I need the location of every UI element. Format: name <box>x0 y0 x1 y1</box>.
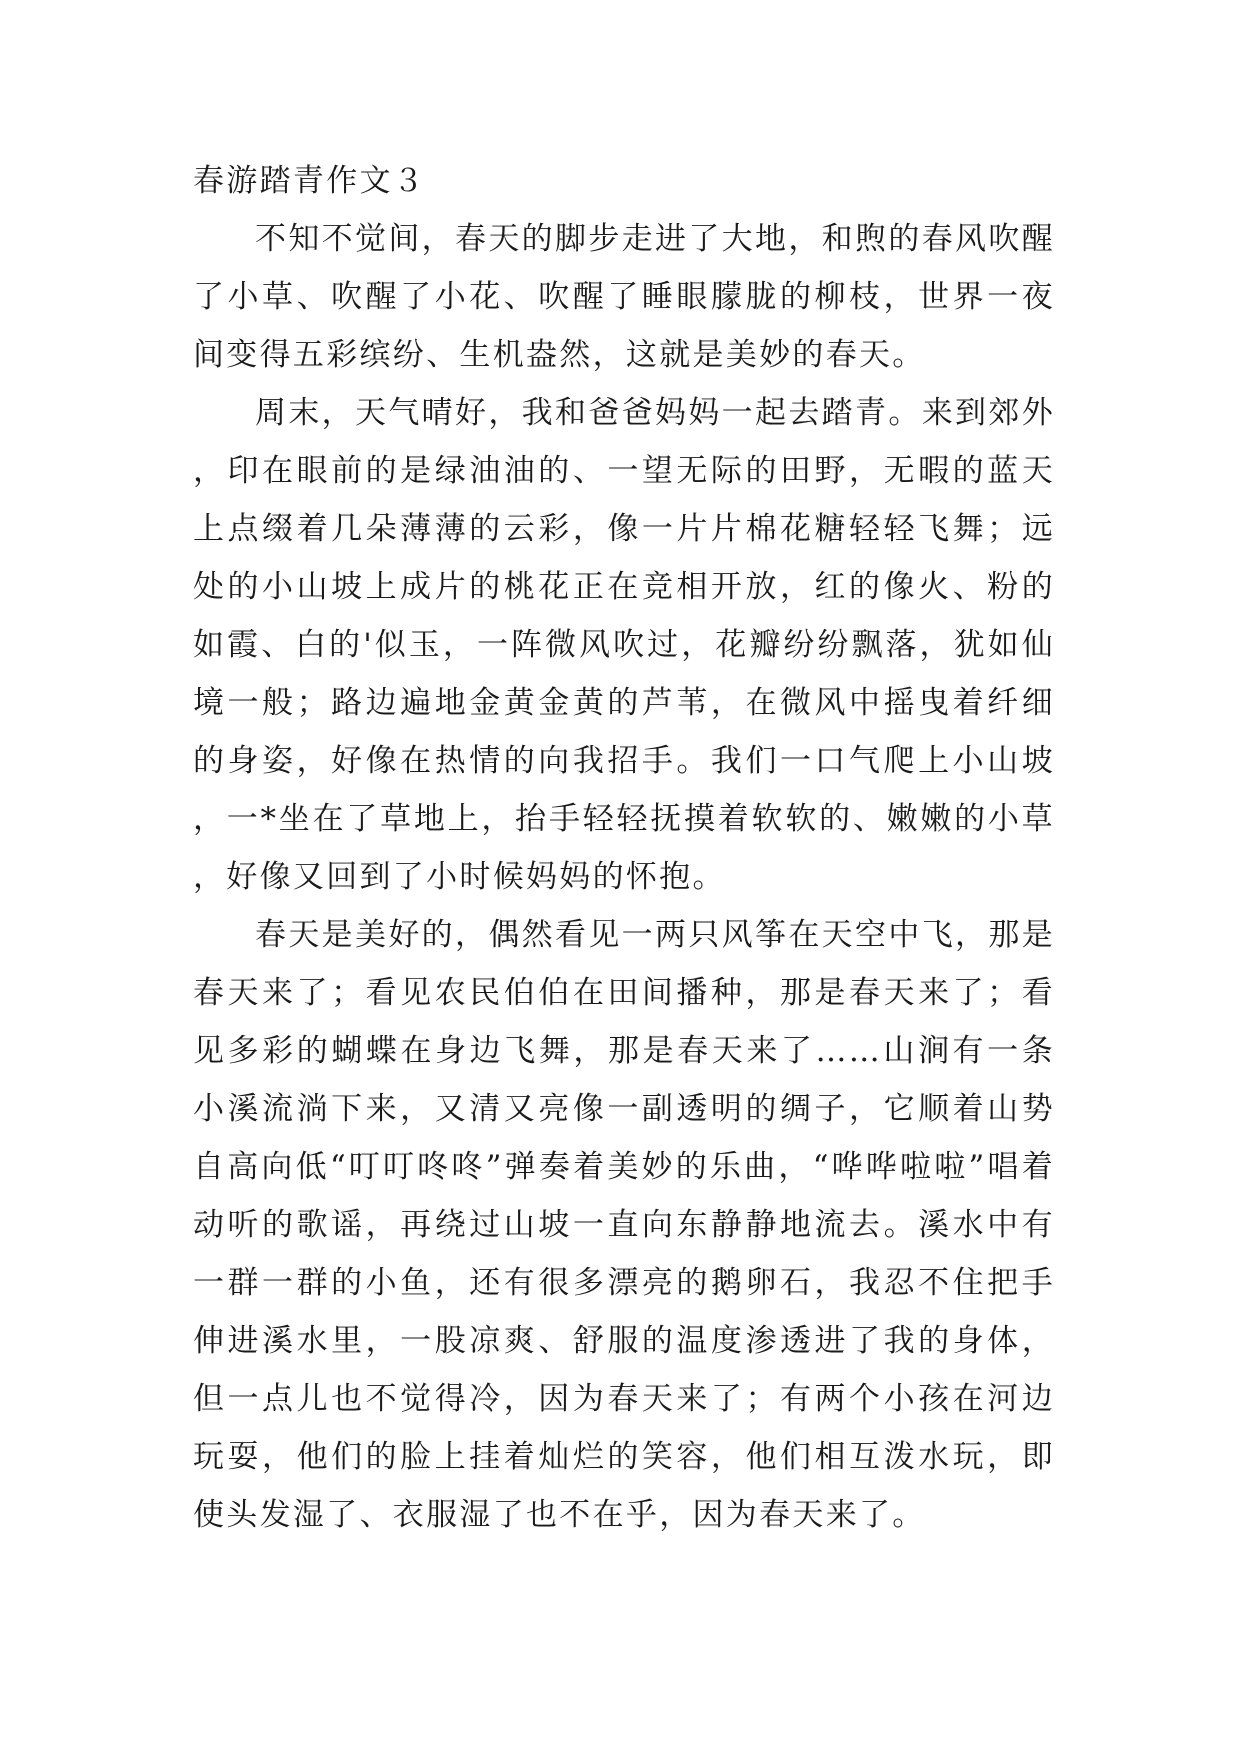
paragraph-3: 春天是美好的，偶然看见一两只风筝在天空中飞，那是春天来了；看见农民伯伯在田间播种，那是春天来了；看见多彩的蝴蝶在身边飞舞，那是春天来了……山涧有一条小溪流淌下来，又清又亮像一副透明的绸子，它顺着山势自高向低“叮叮咚咚”弹奏着美妙的乐曲，“哗哗啦啦”唱着动听的歌谣，再绕过山坡一直向东静静地流去。溪水中有一群一群的小鱼，还有很多漂亮的鹅卵石，我忍不住把手伸进溪水里，一股凉爽、舒服的温度渗透进了我的身体，但一点儿也不觉得冷，因为春天来了；有两个小孩在河边玩耍，他们的脸上挂着灿烂的笑容，他们相互泼水玩，即使头发湿了、衣服湿了也不在乎，因为春天来了。 <box>193 917 1055 1533</box>
document-body <box>193 152 1055 1544</box>
paragraph-2: 周末，天气晴好，我和爸爸妈妈一起去踏青。来到郊外，印在眼前的是绿油油的、一望无际的田野，无暇的蓝天上点缀着几朵薄薄的云彩，像一片片棉花糖轻轻飞舞；远处的小山坡上成片的桃花正在竞相开放，红的像火、粉的如霞、白的'似玉，一阵微风吹过，花瓣纷纷飘落，犹如仙境一般；路边遍地金黄金黄的芦苇，在微风中摇曳着纤细的身姿，好像在热情的向我招手。我们一口气爬上小山坡，一*坐在了草地上，抬手轻轻抚摸着软软的、嫩嫩的小草，好像又回到了小时候妈妈的怀抱。 <box>193 395 1055 895</box>
document-title: 春游踏青作文３ <box>193 163 427 199</box>
paragraph-1: 不知不觉间，春天的脚步走进了大地，和煦的春风吹醒了小草、吹醒了小花、吹醒了睡眼朦胧的柳枝，世界一夜间变得五彩缤纷、生机盎然，这就是美妙的春天。 <box>193 221 1055 373</box>
